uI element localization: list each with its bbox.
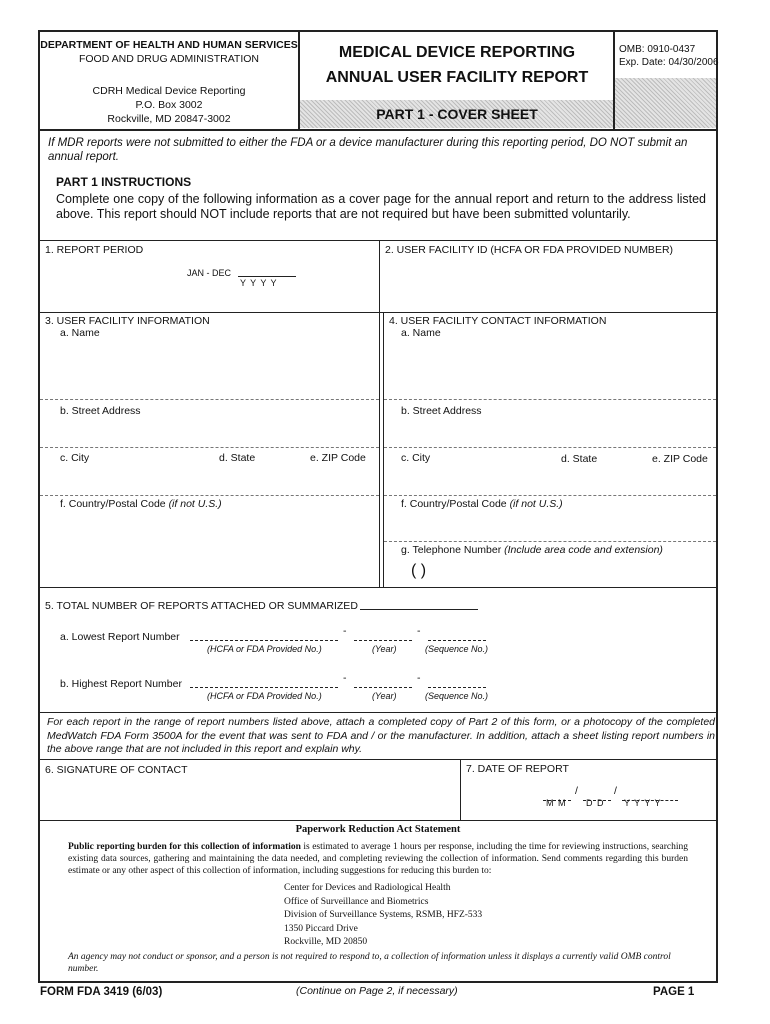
contact-name-field[interactable] <box>390 340 710 395</box>
lowest-seq-note: (Sequence No.) <box>425 644 489 654</box>
form-title-line-1: MEDICAL DEVICE REPORTING <box>338 44 576 61</box>
lowest-hcfa-field[interactable] <box>190 630 338 641</box>
part-title: PART 1 - COVER SHEET <box>376 106 538 122</box>
signature-field[interactable] <box>45 778 455 816</box>
year-format-label: Y Y Y Y <box>240 278 278 288</box>
lowest-dash-1: - <box>343 625 347 637</box>
lowest-dash-2: - <box>417 625 421 637</box>
expiration-date: Exp. Date: 04/30/2006 <box>619 57 719 68</box>
date-label: 7. DATE OF REPORT <box>466 763 569 775</box>
highest-report-label: b. Highest Report Number <box>60 678 182 690</box>
address-line-3: Rockville, MD 20847-3002 <box>107 113 231 125</box>
continue-note: (Continue on Page 2, if necessary) <box>296 985 458 997</box>
facility-street-field[interactable] <box>45 418 375 443</box>
facility-street-label: b. Street Address <box>60 405 141 417</box>
contact-state-label: d. State <box>561 453 598 465</box>
highest-hcfa-field[interactable] <box>190 677 338 688</box>
omb-disclaimer: An agency may not conduct or sponsor, and a person is not required to respond to, a collection of information unless it displays a currently valid OMB control number. <box>68 952 671 974</box>
contact-phone-label: g. Telephone Number (Include area code and extension) <box>401 544 663 556</box>
lowest-hcfa-note: (HCFA or FDA Provided No.) <box>207 644 322 654</box>
report-period-label: 1. REPORT PERIOD <box>45 244 144 256</box>
instructions-heading: PART 1 INSTRUCTIONS <box>56 175 192 189</box>
highest-year-field[interactable] <box>354 677 412 688</box>
facility-city-label: c. City <box>60 452 90 464</box>
department-name: DEPARTMENT OF HEALTH AND HUMAN SERVICES <box>40 39 298 51</box>
signature-label: 6. SIGNATURE OF CONTACT <box>45 764 188 776</box>
date-slash-2: / <box>614 785 617 797</box>
address-line-2: P.O. Box 3002 <box>135 99 203 111</box>
contact-info-label: 4. USER FACILITY CONTACT INFORMATION <box>389 315 607 327</box>
contact-zip-label: e. ZIP Code <box>652 453 708 465</box>
highest-hcfa-note: (HCFA or FDA Provided No.) <box>207 691 322 701</box>
day-format-label: D D <box>586 798 605 808</box>
omb-number: OMB: 0910-0437 <box>619 44 696 55</box>
date-slash-1: / <box>575 785 578 797</box>
paperwork-address: Center for Devices and Radiological Health Office of Surveillance and Biometrics Division of Surveillance Systems, RSMB, HFZ-533 1350 Piccard Drive Rockville, MD 20850 <box>284 883 483 947</box>
highest-dash-1: - <box>343 672 347 684</box>
instructions-body: Complete one copy of the following information as a cover page for the annual report and return to the address listed above. This report should NOT include reports that are not required but have been submitted voluntarily. <box>56 192 706 221</box>
highest-dash-2: - <box>417 672 421 684</box>
facility-name-field[interactable] <box>45 340 375 395</box>
paperwork-body: Public reporting burden for this collection of information is estimated to average 1 hours per response, including the time for reviewing instructions, searching existing data sources, gathering and maintaining the data needed, and completing reviewing the collection of information. Send comments regarding this burden estimate or any other aspect of this collection of information, including suggestions for reducing this burden to: <box>68 842 688 876</box>
contact-country-label: f. Country/Postal Code (if not U.S.) <box>401 498 563 510</box>
form-number: FORM FDA 3419 (6/03) <box>40 986 163 998</box>
facility-id-label: 2. USER FACILITY ID (HCFA OR FDA PROVIDED NUMBER) <box>385 244 674 256</box>
contact-city-label: c. City <box>401 452 431 464</box>
contact-street-field[interactable] <box>390 418 710 443</box>
highest-year-note: (Year) <box>372 691 397 701</box>
highest-sequence-field[interactable] <box>428 677 486 688</box>
facility-country-label: f. Country/Postal Code (if not U.S.) <box>60 498 222 510</box>
range-note: For each report in the range of report numbers listed above, attach a completed copy of Part 2 of this form, or a photocopy of the completed MedWatch FDA Form 3500A for the event that was sent to FDA and / or the manufacturer. In addition, attach a sheet listing report numbers in the above range that are not included in this report and explain why. <box>47 716 715 755</box>
month-format-label: M M <box>546 798 567 808</box>
form-title-line-2: ANNUAL USER FACILITY REPORT <box>325 69 589 86</box>
facility-info-label: 3. USER FACILITY INFORMATION <box>45 315 210 327</box>
total-reports-field[interactable] <box>360 599 478 610</box>
report-year-field[interactable] <box>238 266 296 277</box>
lowest-report-label: a. Lowest Report Number <box>60 631 180 643</box>
contact-name-label: a. Name <box>401 327 441 339</box>
year-date-format-label: Y Y Y Y <box>624 798 662 808</box>
lowest-year-note: (Year) <box>372 644 397 654</box>
lowest-sequence-field[interactable] <box>428 630 486 641</box>
facility-id-field[interactable] <box>385 258 710 308</box>
agency-name: FOOD AND DRUG ADMINISTRATION <box>78 53 260 65</box>
contact-street-label: b. Street Address <box>401 405 482 417</box>
facility-name-label: a. Name <box>60 327 100 339</box>
facility-zip-label: e. ZIP Code <box>310 452 366 464</box>
jan-dec-label: JAN - DEC <box>187 268 232 278</box>
phone-area-code-field[interactable]: ( ) <box>411 562 427 579</box>
page-number: PAGE 1 <box>653 986 695 998</box>
paperwork-title: Paperwork Reduction Act Statement <box>295 824 461 835</box>
address-line-1: CDRH Medical Device Reporting <box>92 85 246 97</box>
lowest-year-field[interactable] <box>354 630 412 641</box>
facility-state-label: d. State <box>219 452 256 464</box>
notice-text: If MDR reports were not submitted to either the FDA or a device manufacturer during this reporting period, DO NOT submit an annual report. <box>48 137 688 163</box>
highest-seq-note: (Sequence No.) <box>425 691 489 701</box>
total-reports-label: 5. TOTAL NUMBER OF REPORTS ATTACHED OR SUMMARIZED <box>45 600 358 612</box>
